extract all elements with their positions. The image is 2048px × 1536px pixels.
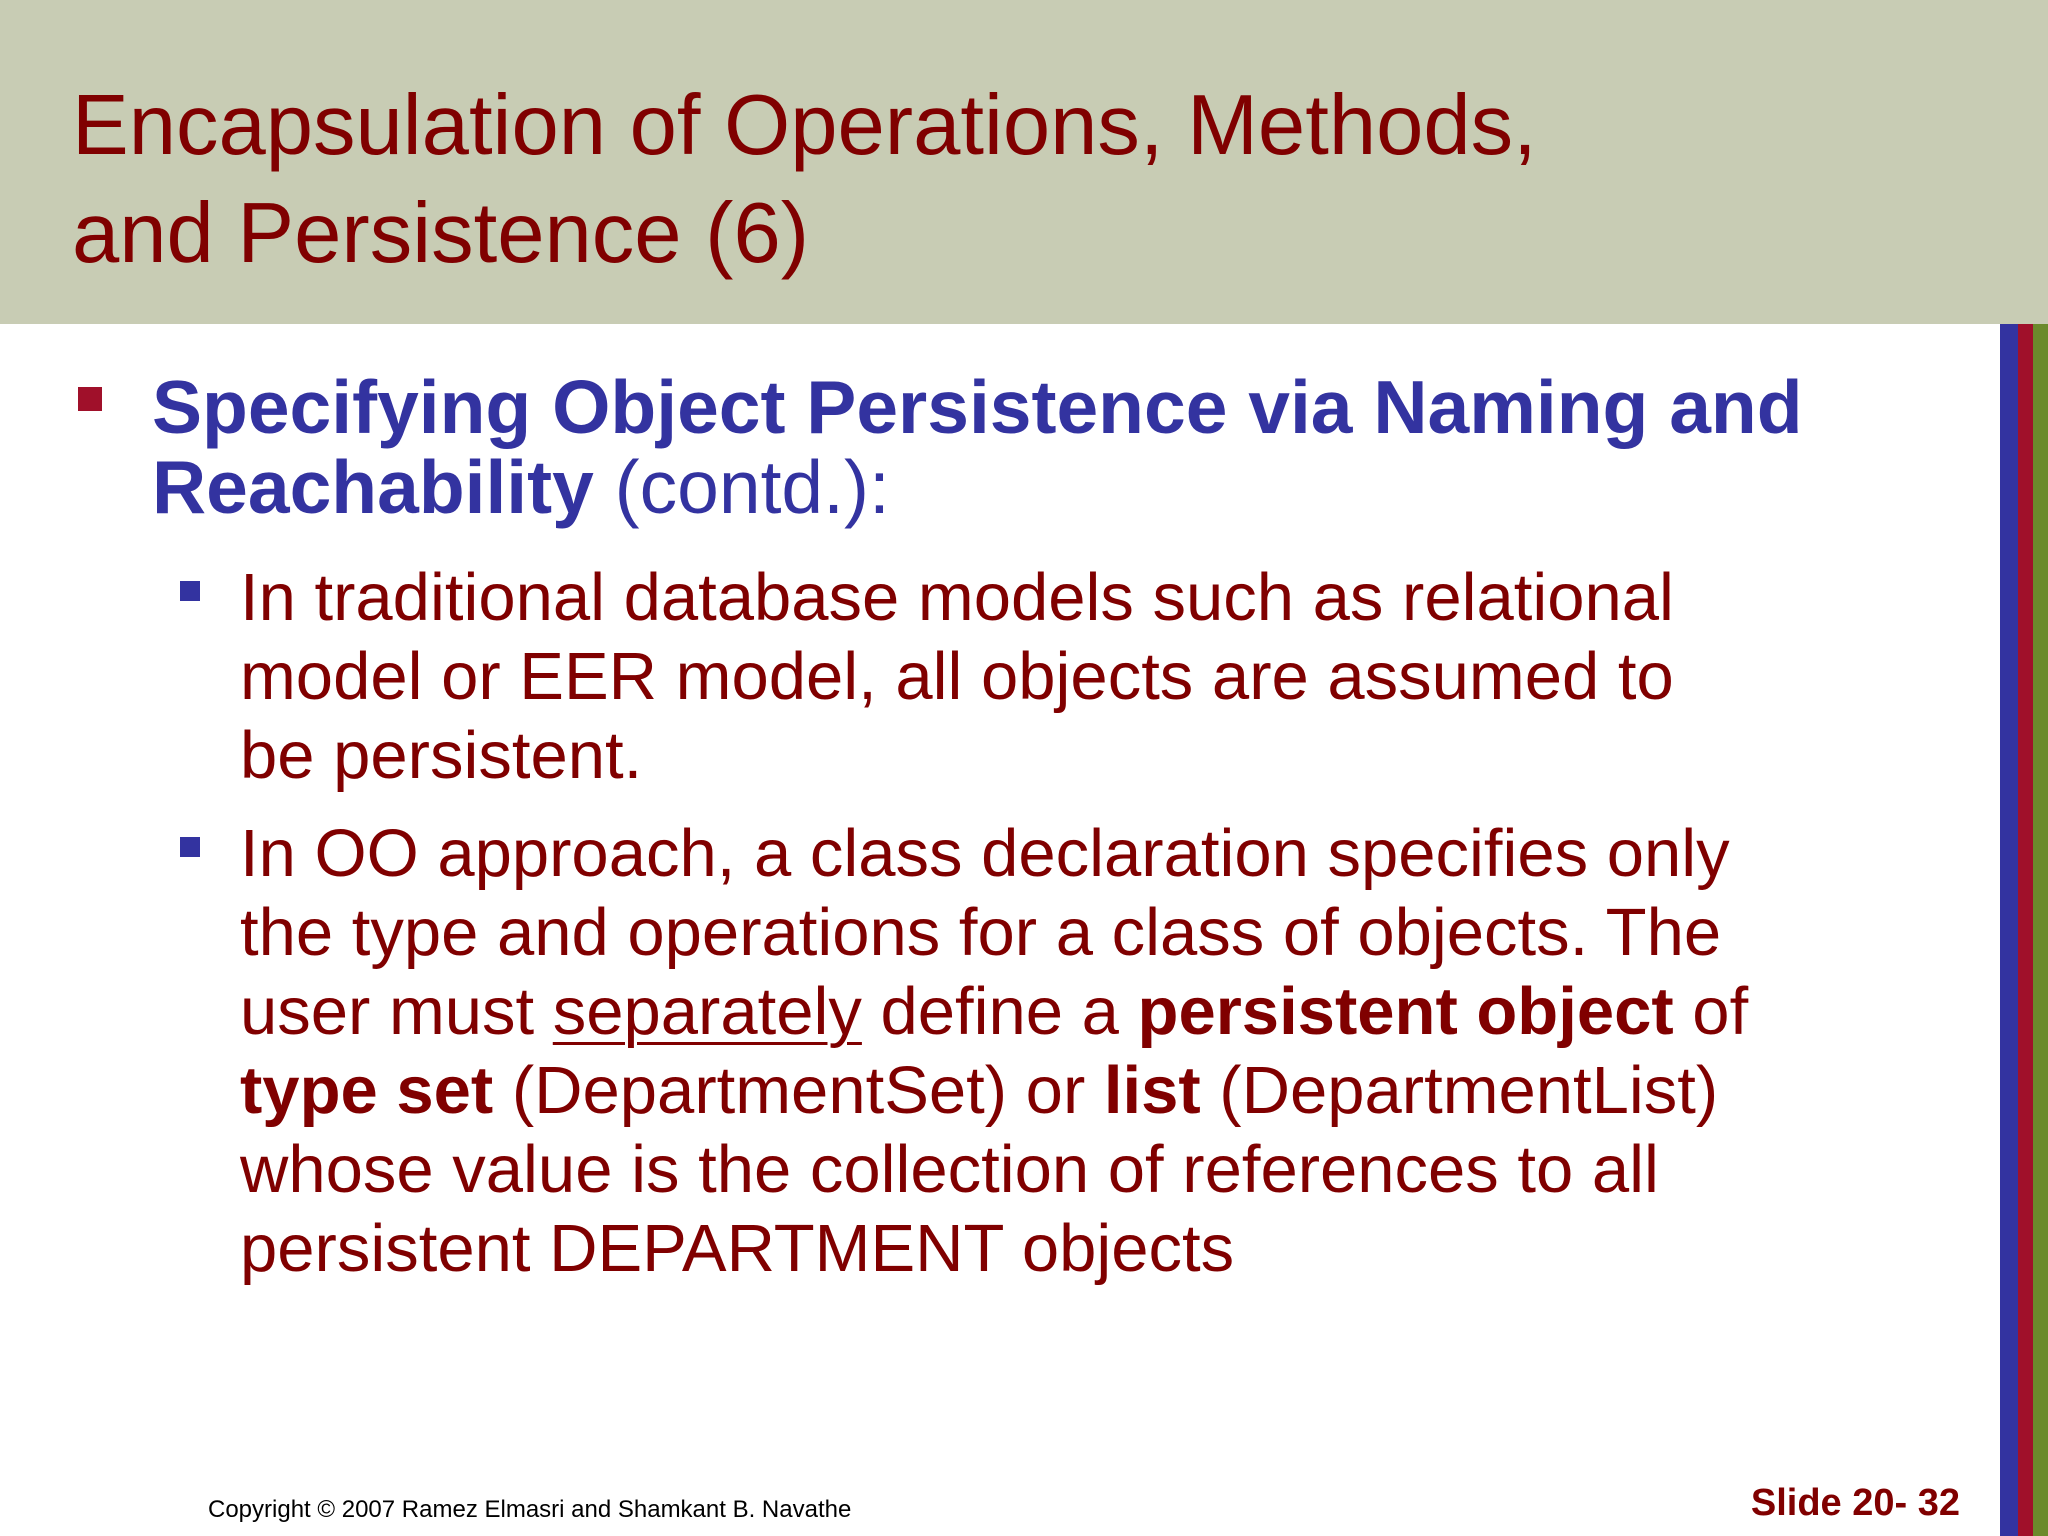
sub-bullet-2-line-6: persistent DEPARTMENT objects: [240, 1211, 1235, 1286]
bullet-heading: [152, 367, 1992, 527]
sub-bullet-square-icon: [180, 581, 200, 601]
bold-text: type set: [240, 1053, 494, 1128]
underlined-text: separately: [552, 974, 862, 1049]
title-line-2: and Persistence (6): [72, 186, 810, 281]
sub-bullet-1-line-2: model or EER model, all objects are assumed to: [240, 639, 1674, 714]
slide-number: Slide 20- 32: [1750, 1482, 1960, 1524]
sub-bullet-2-line-2: the type and operations for a class of objects. The: [240, 895, 1722, 970]
heading-bold-text: Reachability: [152, 445, 594, 529]
sub-bullet-2-line-4: [240, 1051, 1990, 1130]
side-stripe-blue: [2000, 324, 2018, 1536]
sub-bullet-1-line-1: In traditional database models such as relational: [240, 560, 1674, 635]
sub-bullet-1-line-3: be persistent.: [240, 718, 643, 793]
text-segment: of: [1673, 974, 1749, 1049]
sub-bullet-1: [240, 558, 1990, 795]
sub-bullet-2: [240, 814, 1990, 1288]
text-segment: (DepartmentSet) or: [493, 1053, 1104, 1128]
copyright-footer: Copyright © 2007 Ramez Elmasri and Shamkant B. Navathe: [208, 1496, 852, 1523]
heading-line-1: Specifying Object Persistence via Naming and: [152, 365, 1803, 449]
bullet-square-icon: [78, 387, 102, 411]
side-stripe-green: [2033, 324, 2048, 1536]
title-line-1: Encapsulation of Operations, Methods,: [72, 78, 1537, 173]
heading-rest-text: (contd.):: [593, 445, 890, 529]
slide-title: [72, 72, 1537, 288]
bold-text: list: [1103, 1053, 1201, 1128]
sub-bullet-2-line-1: In OO approach, a class declaration specifies only: [240, 816, 1730, 891]
text-segment: (DepartmentList): [1200, 1053, 1719, 1128]
text-segment: define a: [861, 974, 1138, 1049]
sub-bullet-square-icon: [180, 837, 200, 857]
sub-bullet-2-line-5: whose value is the collection of references to all: [240, 1132, 1659, 1207]
text-segment: user must: [240, 974, 553, 1049]
sub-bullet-2-line-3: [240, 972, 1990, 1051]
bold-text: persistent object: [1137, 974, 1674, 1049]
side-stripe-red: [2018, 324, 2033, 1536]
